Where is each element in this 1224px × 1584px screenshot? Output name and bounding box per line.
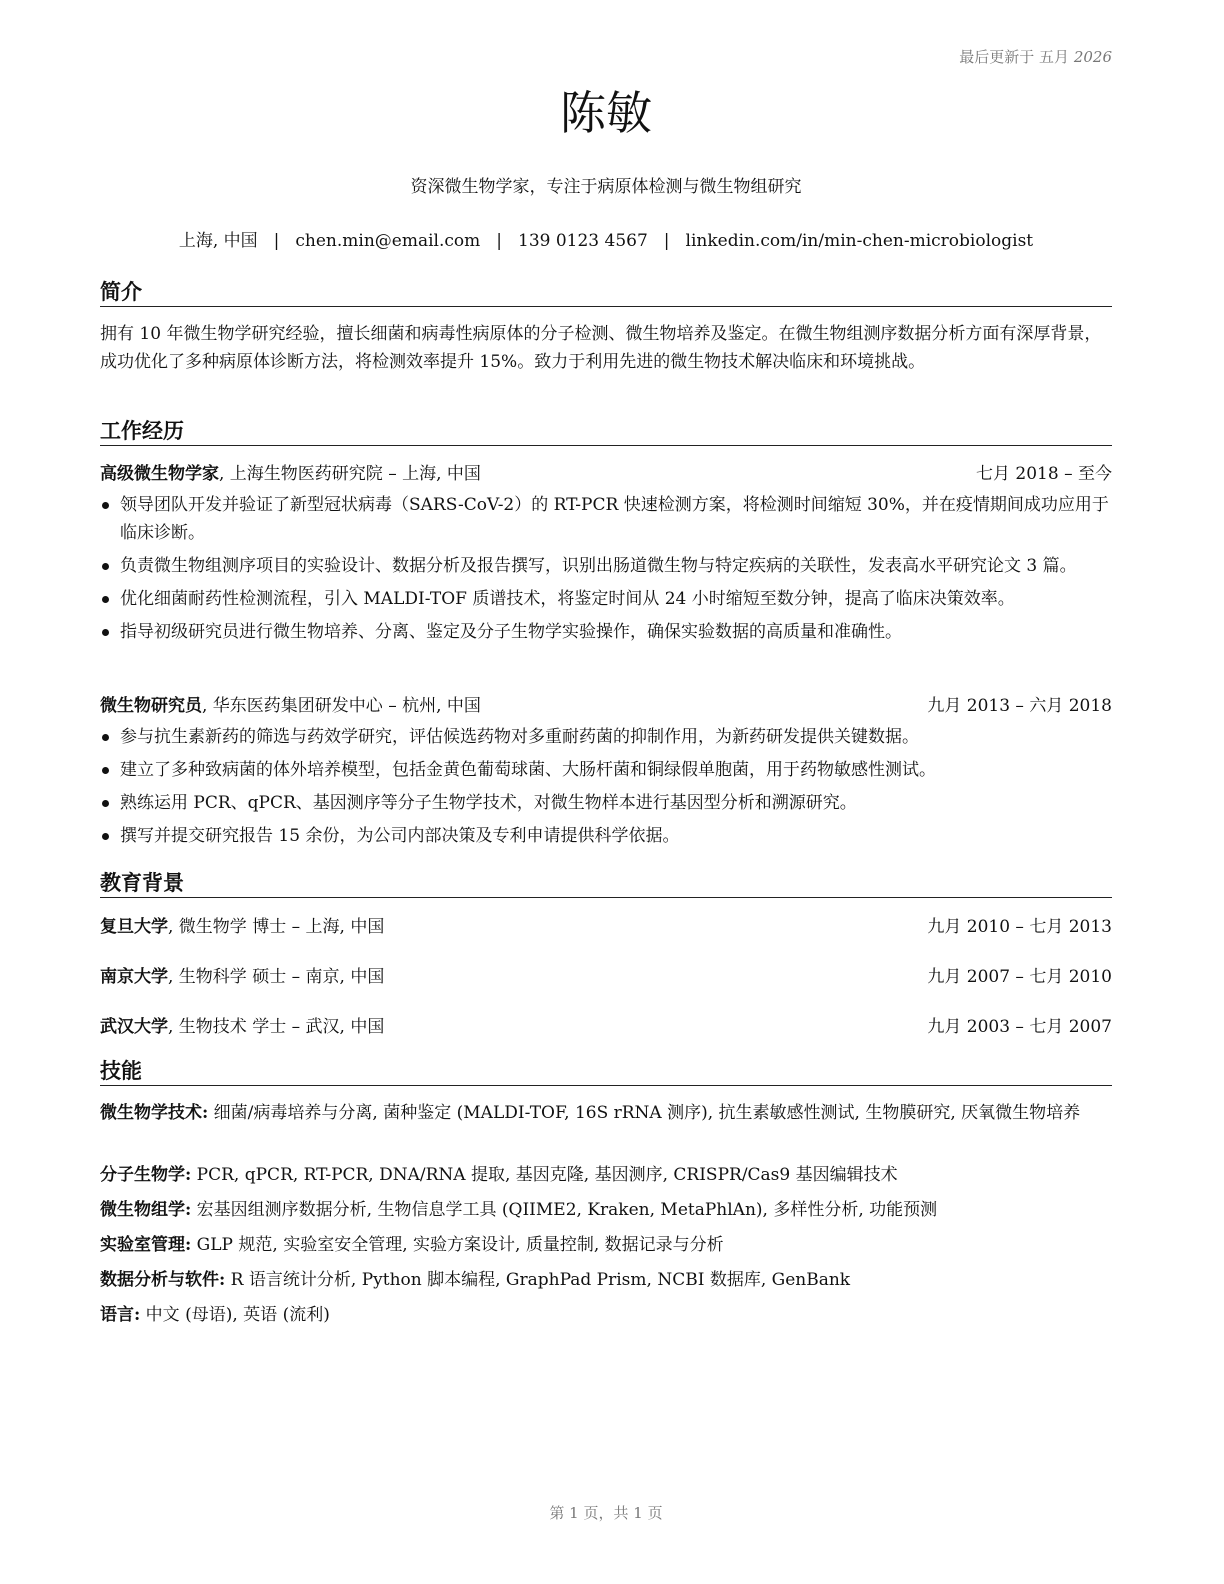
- bullet-icon: [102, 596, 109, 603]
- skill-text: 中文 (母语), 英语 (流利): [140, 1305, 330, 1325]
- section-title-education: 教育背景: [100, 869, 1112, 898]
- school-name: 武汉大学: [100, 1017, 168, 1037]
- skill-row: [100, 1301, 1112, 1329]
- education-dates: 九月 2010 – 七月 2013: [927, 917, 1112, 937]
- contact-email[interactable]: chen.min@email.com: [295, 231, 481, 251]
- job-bullets: [100, 491, 1112, 651]
- job-dates: 九月 2013 – 六月 2018: [927, 696, 1112, 716]
- bullet-text: 撰写并提交研究报告 15 余份，为公司内部决策及专利申请提供科学依据。: [120, 826, 680, 846]
- job-org: , 上海生物医药研究院 – 上海, 中国: [219, 464, 481, 484]
- skill-label: 实验室管理:: [100, 1235, 192, 1255]
- summary-text: 拥有 10 年微生物学研究经验，擅长细菌和病毒性病原体的分子检测、微生物培养及鉴定。在微生物组测序数据分析方面有深厚背景，成功优化了多种病原体诊断方法，将检测效率提升 15%。致力于利用先进的微生物技术解决临床和环境挑战。: [100, 324, 1102, 372]
- education-dates: 九月 2007 – 七月 2010: [927, 967, 1112, 987]
- school-name: 南京大学: [100, 967, 168, 987]
- skill-label: 微生物组学:: [100, 1200, 192, 1220]
- job-role: 高级微生物学家: [100, 464, 219, 484]
- skill-text: 细菌/病毒培养与分离, 菌种鉴定 (MALDI-TOF, 16S rRNA 测序), 抗生素敏感性测试, 生物膜研究, 厌氧微生物培养: [208, 1103, 1081, 1123]
- bullet-icon: [102, 502, 109, 509]
- bullet-icon: [102, 833, 109, 840]
- education-item: [100, 1015, 1112, 1039]
- page-number: 第 1 页，共 1 页: [549, 1504, 663, 1522]
- bullet-text: 熟练运用 PCR、qPCR、基因测序等分子生物学技术，对微生物样本进行基因型分析和溯源研究。: [120, 793, 857, 813]
- bullet-text: 指导初级研究员进行微生物培养、分离、鉴定及分子生物学实验操作，确保实验数据的高质量和准确性。: [120, 622, 902, 642]
- education-dates: 九月 2003 – 七月 2007: [927, 1017, 1112, 1037]
- job-role: 微生物研究员: [100, 696, 202, 716]
- last-updated-label: 最后更新于 五月: [959, 48, 1070, 66]
- skill-label: 语言:: [100, 1305, 141, 1325]
- degree-detail: , 生物科学 硕士 – 南京, 中国: [168, 967, 385, 987]
- skill-row: [100, 1196, 1112, 1224]
- bullet-icon: [102, 629, 109, 636]
- education-item: [100, 965, 1112, 989]
- bullet-item: [100, 789, 1112, 817]
- contact-separator: |: [273, 231, 280, 251]
- bullet-item: [100, 618, 1112, 646]
- bullet-item: [100, 491, 1112, 547]
- job-heading: [100, 694, 1112, 718]
- bullet-icon: [102, 563, 109, 570]
- bullet-text: 负责微生物组测序项目的实验设计、数据分析及报告撰写，识别出肠道微生物与特定疾病的关联性，发表高水平研究论文 3 篇。: [120, 556, 1077, 576]
- degree-detail: , 微生物学 博士 – 上海, 中国: [168, 917, 385, 937]
- contact-line: [100, 226, 1112, 251]
- bullet-item: [100, 756, 1112, 784]
- section-title-summary: 简介: [100, 278, 1112, 307]
- headline: 资深微生物学家，专注于病原体检测与微生物组研究: [410, 177, 802, 197]
- contact-phone: 139 0123 4567: [518, 231, 648, 251]
- job-org: , 华东医药集团研发中心 – 杭州, 中国: [202, 696, 481, 716]
- section-title-experience: 工作经历: [100, 417, 1112, 446]
- contact-location: 上海, 中国: [178, 231, 258, 251]
- skill-label: 微生物学技术:: [100, 1103, 209, 1123]
- bullet-text: 参与抗生素新药的筛选与药效学研究，评估候选药物对多重耐药菌的抑制作用，为新药研发提供关键数据。: [120, 727, 919, 747]
- skill-row: [100, 1099, 1112, 1127]
- job-bullets: [100, 723, 1112, 855]
- bullet-icon: [102, 734, 109, 741]
- bullet-icon: [102, 800, 109, 807]
- skill-row: [100, 1266, 1112, 1294]
- skill-text: 宏基因组测序数据分析, 生物信息学工具 (QIIME2, Kraken, MetaPhlAn), 多样性分析, 功能预测: [191, 1200, 938, 1220]
- contact-linkedin[interactable]: linkedin.com/in/min-chen-microbiologist: [685, 231, 1034, 251]
- bullet-item: [100, 585, 1112, 613]
- bullet-icon: [102, 767, 109, 774]
- contact-separator: |: [663, 231, 670, 251]
- bullet-item: [100, 723, 1112, 751]
- bullet-item: [100, 822, 1112, 850]
- bullet-item: [100, 552, 1112, 580]
- bullet-text: 领导团队开发并验证了新型冠状病毒（SARS-CoV-2）的 RT-PCR 快速检测方案，将检测时间缩短 30%，并在疫情期间成功应用于临床诊断。: [120, 495, 1109, 543]
- school-name: 复旦大学: [100, 917, 168, 937]
- resume-page: [100, 0, 1112, 1584]
- job-heading: [100, 462, 1112, 486]
- skill-row: [100, 1161, 1112, 1189]
- education-item: [100, 915, 1112, 939]
- skill-text: PCR, qPCR, RT-PCR, DNA/RNA 提取, 基因克隆, 基因测序, CRISPR/Cas9 基因编辑技术: [191, 1165, 898, 1185]
- bullet-text: 建立了多种致病菌的体外培养模型，包括金黄色葡萄球菌、大肠杆菌和铜绿假单胞菌，用于药物敏感性测试。: [120, 760, 936, 780]
- contact-separator: |: [496, 231, 502, 251]
- candidate-name: 陈敏: [560, 86, 652, 140]
- skill-label: 数据分析与软件:: [100, 1270, 226, 1290]
- skill-row: [100, 1231, 1112, 1259]
- skill-text: R 语言统计分析, Python 脚本编程, GraphPad Prism, NCBI 数据库, GenBank: [225, 1270, 851, 1290]
- skill-label: 分子生物学:: [100, 1165, 192, 1185]
- degree-detail: , 生物技术 学士 – 武汉, 中国: [168, 1017, 385, 1037]
- job-dates: 七月 2018 – 至今: [976, 464, 1112, 484]
- last-updated: [959, 46, 1112, 67]
- skill-text: GLP 规范, 实验室安全管理, 实验方案设计, 质量控制, 数据记录与分析: [191, 1235, 724, 1255]
- last-updated-year: 2026: [1073, 48, 1112, 66]
- section-title-skills: 技能: [100, 1057, 1112, 1086]
- bullet-text: 优化细菌耐药性检测流程，引入 MALDI-TOF 质谱技术，将鉴定时间从 24 小时缩短至数分钟，提高了临床决策效率。: [120, 589, 1015, 609]
